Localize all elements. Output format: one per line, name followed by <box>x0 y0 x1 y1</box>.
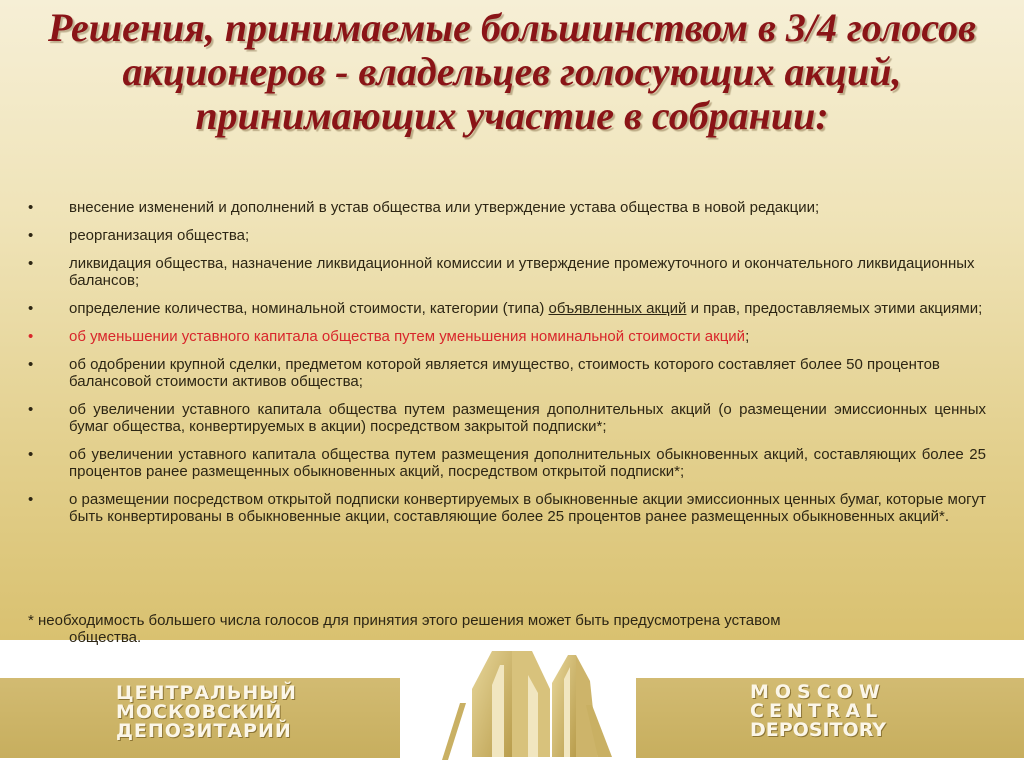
declared-shares-link[interactable]: объявленных акций <box>548 300 687 317</box>
footnote-line: общества. <box>69 629 142 646</box>
bullet-marker: • <box>28 328 34 345</box>
bullet-text-suffix: ; <box>745 328 750 345</box>
bullet-text: реорганизация общества; <box>69 227 250 244</box>
bullet-text: об одобрении крупной сделки, предметом которой является имущество, стоимость которого составляет более 50 процентов балансовой стоимости активов общества; <box>69 356 940 390</box>
bullet-marker: • <box>28 356 34 373</box>
bullet-item <box>28 356 986 390</box>
bullet-text: ликвидация общества, назначение ликвидационной комиссии и утверждение промежуточного и окончательного ликвидационных балансов; <box>69 255 975 289</box>
brand-name-russian <box>116 684 336 741</box>
bullet-marker: • <box>28 446 34 463</box>
bullet-text: об увеличении уставного капитала общества путем размещения дополнительных обыкновенных акций, составляющих более 25 процентов ранее размещенных обыкновенных акций, посредством открытой подписки*; <box>69 446 986 480</box>
bullet-item <box>28 401 986 435</box>
bullet-text <box>69 300 986 317</box>
brand-line: CENTRAL <box>750 700 883 722</box>
brand-line: MOSCOW <box>750 681 886 703</box>
footnote-line: * необходимость большего числа голосов для принятия этого решения может быть предусмотрена уставом <box>28 612 781 629</box>
bullet-text-part: и прав, предоставляемых этими акциями; <box>686 300 983 317</box>
brand-name-english <box>750 683 930 740</box>
brand-line: ДЕПОЗИТАРИЙ <box>116 720 292 742</box>
bullet-item-highlighted <box>28 328 986 345</box>
bullet-marker: • <box>28 199 34 216</box>
depository-building-logo-icon <box>400 645 636 763</box>
brand-line: ЦЕНТРАЛЬНЫЙ <box>116 682 297 704</box>
slide-title: Решения, принимаемые большинством в 3/4 голосов акционеров - владельцев голосующих акций, принимающих участие в собрании: <box>48 5 976 138</box>
brand-line: МОСКОВСКИЙ <box>116 701 283 723</box>
bullet-marker: • <box>28 401 34 418</box>
bullet-item <box>28 199 986 216</box>
brand-line: DEPOSITORY <box>750 719 887 741</box>
footnote <box>28 612 968 646</box>
bullet-text-highlighted: об уменьшении уставного капитала общества путем уменьшения номинальной стоимости акций <box>69 328 746 345</box>
bullet-marker: • <box>28 255 34 272</box>
bullet-marker: • <box>28 491 34 508</box>
bullet-text <box>69 328 986 345</box>
bullet-text: внесение изменений и дополнений в устав общества или утверждение устава общества в новой редакции; <box>69 199 820 216</box>
bullet-item <box>28 227 986 244</box>
bullet-item <box>28 300 986 317</box>
bullet-text: о размещении посредством открытой подписки конвертируемых в обыкновенные акции эмиссионных ценных бумаг, которые могут быть конвертированы в обыкновенные акции, составляющие более 25 процентов ранее размещенных обыкновенных акций*. <box>69 491 986 525</box>
bullet-item <box>28 446 986 480</box>
bullet-marker: • <box>28 300 34 317</box>
bullet-item <box>28 491 986 525</box>
bullet-list <box>28 199 986 536</box>
bullet-text: об увеличении уставного капитала общества путем размещения дополнительных акций (о размещении эмиссионных ценных бумаг общества, конвертируемых в акции) посредством закрытой подписки*; <box>69 401 986 435</box>
bullet-text-part: определение количества, номинальной стоимости, категории (типа) <box>69 300 549 317</box>
bullet-item <box>28 255 986 289</box>
bullet-marker: • <box>28 227 34 244</box>
